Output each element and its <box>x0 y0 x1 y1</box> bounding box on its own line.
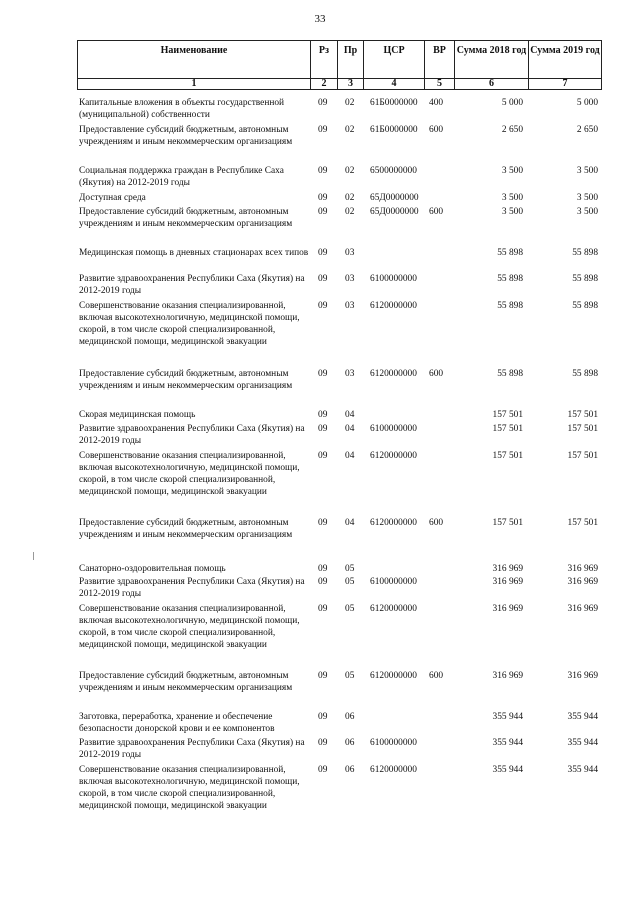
header-name: Наименование <box>78 41 311 79</box>
row-sum-2019: 157 501 <box>567 451 598 461</box>
row-sum-2019: 5 000 <box>576 98 598 108</box>
row-sum-2018: 316 969 <box>492 604 523 614</box>
row-sum-2019: 355 944 <box>567 738 598 748</box>
row-pr: 04 <box>345 518 355 528</box>
row-name: Предоставление субсидий бюджетным, автономным учреждениям и иным некоммерческим организациям <box>79 369 293 391</box>
row-sum-2018: 157 501 <box>492 518 523 528</box>
row-csr: 6100000000 <box>370 274 417 284</box>
row-sum-2018: 3 500 <box>501 166 523 176</box>
row-sum-2019: 316 969 <box>567 577 598 587</box>
row-sum-2019: 355 944 <box>567 712 598 722</box>
row-pr: 03 <box>345 248 355 258</box>
row-name: Предоставление субсидий бюджетным, автономным учреждениям и иным некоммерческим организациям <box>79 207 293 229</box>
row-csr: 6120000000 <box>370 671 417 681</box>
row-vr: 400 <box>429 98 444 108</box>
row-rz: 09 <box>318 98 328 108</box>
row-sum-2018: 355 944 <box>492 712 523 722</box>
row-sum-2018: 55 898 <box>497 301 523 311</box>
row-rz: 09 <box>318 451 328 461</box>
row-csr: 6100000000 <box>370 424 417 434</box>
row-sum-2018: 157 501 <box>492 410 523 420</box>
row-sum-2019: 3 500 <box>576 193 598 203</box>
row-sum-2018: 3 500 <box>501 207 523 217</box>
row-pr: 06 <box>345 738 355 748</box>
header-pr: Пр <box>338 41 364 79</box>
row-name: Предоставление субсидий бюджетным, автономным учреждениям и иным некоммерческим организациям <box>79 125 293 147</box>
row-name: Развитие здравоохранения Республики Саха (Якутия) на 2012-2019 годы <box>79 274 305 296</box>
column-number: 1 <box>78 79 311 90</box>
row-vr: 600 <box>429 671 444 681</box>
row-vr: 600 <box>429 125 444 135</box>
header-csr: ЦСР <box>364 41 425 79</box>
row-rz: 09 <box>318 671 328 681</box>
row-sum-2019: 316 969 <box>567 671 598 681</box>
row-sum-2019: 3 500 <box>576 207 598 217</box>
row-rz: 09 <box>318 410 328 420</box>
row-pr: 02 <box>345 193 355 203</box>
row-pr: 03 <box>345 274 355 284</box>
row-csr: 6120000000 <box>370 301 417 311</box>
row-sum-2018: 316 969 <box>492 671 523 681</box>
row-sum-2019: 316 969 <box>567 564 598 574</box>
row-sum-2018: 2 650 <box>501 125 523 135</box>
row-pr: 04 <box>345 410 355 420</box>
row-pr: 05 <box>345 577 355 587</box>
row-rz: 09 <box>318 712 328 722</box>
row-rz: 09 <box>318 738 328 748</box>
row-csr: 6120000000 <box>370 518 417 528</box>
row-csr: 61Б0000000 <box>370 125 418 135</box>
row-vr: 600 <box>429 518 444 528</box>
row-csr: 6120000000 <box>370 451 417 461</box>
row-name: Медицинская помощь в дневных стационарах всех типов <box>79 248 309 258</box>
row-csr: 65Д0000000 <box>370 193 419 203</box>
row-pr: 06 <box>345 765 355 775</box>
row-name: Капитальные вложения в объекты государственной (муниципальной) собственности <box>79 98 285 120</box>
row-name: Совершенствование оказания специализированной, включая высокотехнологичную, медицинской помощи, скорой, в том числе скорой специализированной, медицинской помощи, медицинской эвакуации <box>79 301 300 347</box>
row-rz: 09 <box>318 765 328 775</box>
column-number: 2 <box>311 79 338 90</box>
row-name: Развитие здравоохранения Республики Саха (Якутия) на 2012-2019 годы <box>79 738 305 760</box>
row-sum-2018: 316 969 <box>492 577 523 587</box>
page-number: 33 <box>314 13 326 25</box>
column-number: 3 <box>338 79 364 90</box>
row-rz: 09 <box>318 424 328 434</box>
row-rz: 09 <box>318 125 328 135</box>
row-rz: 09 <box>318 301 328 311</box>
row-name: Социальная поддержка граждан в Республике Саха (Якутия) на 2012-2019 годы <box>79 166 284 188</box>
row-sum-2019: 3 500 <box>576 166 598 176</box>
header-rz: Рз <box>311 41 338 79</box>
row-pr: 02 <box>345 125 355 135</box>
row-csr: 6120000000 <box>370 369 417 379</box>
row-sum-2018: 316 969 <box>492 564 523 574</box>
row-pr: 02 <box>345 207 355 217</box>
column-number: 7 <box>529 79 602 90</box>
row-rz: 09 <box>318 577 328 587</box>
column-number: 5 <box>425 79 455 90</box>
row-csr: 6120000000 <box>370 765 417 775</box>
row-pr: 04 <box>345 424 355 434</box>
row-sum-2019: 55 898 <box>572 274 598 284</box>
row-rz: 09 <box>318 248 328 258</box>
row-sum-2019: 2 650 <box>576 125 598 135</box>
row-pr: 03 <box>345 369 355 379</box>
row-sum-2018: 157 501 <box>492 424 523 434</box>
row-sum-2018: 3 500 <box>501 193 523 203</box>
row-vr: 600 <box>429 369 444 379</box>
row-rz: 09 <box>318 274 328 284</box>
row-name: Совершенствование оказания специализированной, включая высокотехнологичную, медицинской помощи, скорой, в том числе скорой специализированной, медицинской помощи, медицинской эвакуации <box>79 604 300 650</box>
row-name: Предоставление субсидий бюджетным, автономным учреждениям и иным некоммерческим организациям <box>79 671 293 693</box>
row-csr: 6500000000 <box>370 166 417 176</box>
row-sum-2019: 316 969 <box>567 604 598 614</box>
row-pr: 02 <box>345 166 355 176</box>
row-name: Скорая медицинская помощь <box>79 410 196 420</box>
row-sum-2018: 355 944 <box>492 765 523 775</box>
row-name: Совершенствование оказания специализированной, включая высокотехнологичную, медицинской помощи, скорой, в том числе скорой специализированной, медицинской помощи, медицинской эвакуации <box>79 451 300 497</box>
row-pr: 05 <box>345 564 355 574</box>
row-sum-2019: 157 501 <box>567 410 598 420</box>
row-csr: 65Д0000000 <box>370 207 419 217</box>
column-number: 6 <box>455 79 529 90</box>
row-sum-2018: 5 000 <box>501 98 523 108</box>
row-rz: 09 <box>318 369 328 379</box>
row-sum-2019: 55 898 <box>572 369 598 379</box>
row-name: Доступная среда <box>79 193 146 203</box>
row-pr: 03 <box>345 301 355 311</box>
row-name: Заготовка, переработка, хранение и обеспечение безопасности донорской крови и ее компонентов <box>79 712 275 734</box>
row-rz: 09 <box>318 166 328 176</box>
row-name: Совершенствование оказания специализированной, включая высокотехнологичную, медицинской помощи, скорой, в том числе скорой специализированной, медицинской помощи, медицинской эвакуации <box>79 765 300 811</box>
row-rz: 09 <box>318 193 328 203</box>
row-csr: 6100000000 <box>370 577 417 587</box>
header-sum-2018: Сумма 2018 год <box>455 41 529 79</box>
table-header <box>77 40 602 90</box>
row-rz: 09 <box>318 604 328 614</box>
row-csr: 61Б0000000 <box>370 98 418 108</box>
row-rz: 09 <box>318 564 328 574</box>
row-sum-2018: 157 501 <box>492 451 523 461</box>
row-sum-2019: 157 501 <box>567 424 598 434</box>
row-pr: 02 <box>345 98 355 108</box>
row-pr: 04 <box>345 451 355 461</box>
row-sum-2019: 157 501 <box>567 518 598 528</box>
row-pr: 05 <box>345 671 355 681</box>
row-pr: 06 <box>345 712 355 722</box>
row-vr: 600 <box>429 207 444 217</box>
row-sum-2018: 55 898 <box>497 274 523 284</box>
row-sum-2019: 55 898 <box>572 301 598 311</box>
row-csr: 6120000000 <box>370 604 417 614</box>
row-name: Развитие здравоохранения Республики Саха (Якутия) на 2012-2019 годы <box>79 577 305 599</box>
row-sum-2019: 55 898 <box>572 248 598 258</box>
row-rz: 09 <box>318 207 328 217</box>
row-csr: 6100000000 <box>370 738 417 748</box>
row-name: Санаторно-оздоровительная помощь <box>79 564 226 574</box>
column-number: 4 <box>364 79 425 90</box>
row-name: Развитие здравоохранения Республики Саха (Якутия) на 2012-2019 годы <box>79 424 305 446</box>
row-sum-2018: 55 898 <box>497 369 523 379</box>
row-sum-2019: 355 944 <box>567 765 598 775</box>
header-vr: ВР <box>425 41 455 79</box>
row-sum-2018: 55 898 <box>497 248 523 258</box>
margin-mark <box>33 552 34 560</box>
row-sum-2018: 355 944 <box>492 738 523 748</box>
header-sum-2019: Сумма 2019 год <box>529 41 602 79</box>
row-rz: 09 <box>318 518 328 528</box>
row-pr: 05 <box>345 604 355 614</box>
row-name: Предоставление субсидий бюджетным, автономным учреждениям и иным некоммерческим организациям <box>79 518 293 540</box>
